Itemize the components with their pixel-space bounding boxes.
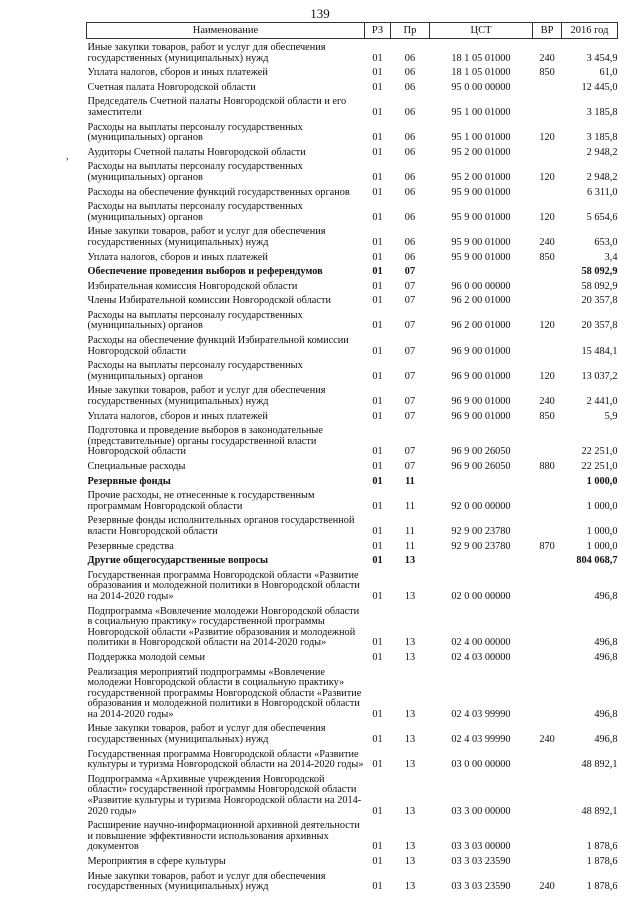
cell-pr: 13 [404, 759, 416, 771]
cell-name: Подпрограмма «Вовлечение молодежи Новгородской области в социальную практику» государственной программы Новгородской области «Развитие образования и молодежной политики в Новгородской области на 2014-2020 годы» [87, 605, 360, 649]
cell-rz: 01 [372, 370, 383, 382]
cell-rz: 01 [372, 266, 383, 278]
cell-rz: 01 [372, 211, 383, 223]
cell-vr [533, 664, 562, 721]
table-row [87, 119, 618, 144]
table-row [87, 853, 618, 868]
cell-vr [533, 512, 562, 537]
cell-sum: 20 357,8 [581, 295, 618, 307]
table-row [87, 357, 618, 382]
cell-rz: 01 [372, 295, 383, 307]
cell-vr [533, 771, 562, 817]
table-row [87, 93, 618, 118]
cell-cst: 03 3 03 00000 [451, 841, 511, 853]
table-row [87, 292, 618, 307]
cell-vr: 240 [539, 236, 555, 248]
cell-cst: 03 3 03 23590 [451, 881, 511, 893]
cell-name: Иные закупки товаров, работ и услуг для обеспечения государственных (муниципальных) нужд [87, 42, 326, 64]
cell-name: Обеспечение проведения выборов и референдумов [87, 266, 323, 278]
cell-name: Уплата налогов, сборов и иных платежей [87, 251, 268, 263]
cell-cst: 02 4 03 00000 [451, 651, 511, 663]
cell-pr: 06 [404, 132, 416, 144]
cell-vr: 240 [539, 881, 555, 893]
cell-pr: 07 [404, 345, 416, 357]
cell-name: Резервные фонды исполнительных органов государственной власти Новгородской области [87, 515, 355, 537]
cell-cst: 95 9 00 01000 [451, 251, 511, 263]
cell-rz: 01 [372, 841, 383, 853]
cell-vr [533, 853, 562, 868]
cell-cst: 95 2 00 01000 [451, 146, 511, 158]
cell-pr: 06 [404, 251, 416, 263]
table-row [87, 817, 618, 853]
table-header-row [87, 23, 618, 39]
cell-rz: 01 [372, 590, 383, 602]
cell-name: Расходы на выплаты персоналу государственных (муниципальных) органов [87, 161, 303, 183]
table-body [87, 39, 618, 893]
cell-pr: 13 [404, 805, 416, 817]
cell-name: Подготовка и проведение выборов в законодательные (представительные) органы государственной власти Новгородской области [87, 425, 323, 458]
cell-vr: 120 [539, 132, 555, 144]
cell-vr [533, 332, 562, 357]
table-row [87, 184, 618, 199]
cell-rz: 01 [372, 759, 383, 771]
cell-vr: 850 [539, 251, 555, 263]
cell-sum: 1 878,6 [586, 841, 618, 853]
cell-cst: 96 9 00 01000 [451, 396, 511, 408]
cell-rz: 01 [372, 251, 383, 263]
cell-name: Избирательная комиссия Новгородской области [87, 280, 298, 292]
cell-rz: 01 [372, 410, 383, 422]
table-row [87, 567, 618, 603]
cell-pr: 07 [404, 320, 416, 332]
cell-cst: 95 9 00 01000 [451, 186, 511, 198]
cell-name: Уплата налогов, сборов и иных платежей [87, 410, 268, 422]
cell-name: Иные закупки товаров, работ и услуг для обеспечения государственных (муниципальных) нужд [87, 226, 326, 248]
cell-name: Иные закупки товаров, работ и услуг для обеспечения государственных (муниципальных) нужд [87, 385, 326, 408]
cell-name: Иные закупки товаров, работ и услуг для обеспечения государственных (муниципальных) нужд [87, 870, 326, 893]
cell-cst: 03 3 03 23590 [451, 856, 511, 867]
table-row [87, 512, 618, 537]
cell-rz: 01 [372, 280, 383, 292]
cell-sum: 5 654,6 [586, 211, 618, 223]
cell-sum: 5,9 [604, 410, 618, 422]
cell-rz: 01 [372, 396, 383, 408]
cell-pr: 07 [404, 461, 416, 472]
cell-sum: 2 948,2 [586, 171, 618, 183]
cell-rz: 01 [372, 446, 383, 458]
cell-name: Счетная палата Новгородской области [87, 81, 256, 93]
cell-sum: 2 441,0 [586, 396, 618, 408]
cell-rz: 01 [372, 856, 383, 867]
table-row [87, 458, 618, 473]
table-row [87, 79, 618, 94]
table-row [87, 198, 618, 223]
cell-rz: 01 [372, 540, 383, 552]
table-row [87, 720, 618, 745]
cell-pr: 11 [404, 540, 415, 552]
cell-pr: 06 [404, 171, 416, 183]
table-row [87, 223, 618, 248]
header-sum: 2016 год [561, 23, 617, 39]
cell-pr: 07 [404, 396, 416, 408]
cell-pr: 13 [404, 590, 416, 602]
cell-name: Другие общегосударственные вопросы [87, 555, 269, 567]
cell-cst [429, 473, 532, 488]
cell-cst: 95 1 00 01000 [451, 106, 511, 118]
cell-pr: 06 [404, 67, 416, 79]
cell-pr: 06 [404, 146, 416, 158]
cell-name: Поддержка молодой семьи [87, 651, 206, 663]
cell-sum: 13 037,2 [581, 370, 618, 382]
cell-name: Члены Избирательной комиссии Новгородской области [87, 295, 331, 307]
cell-pr: 13 [404, 708, 416, 720]
cell-name: Прочие расходы, не отнесенные к государственным программам Новгородской области [87, 490, 315, 512]
table-row [87, 263, 618, 278]
table-row [87, 64, 618, 79]
cell-cst: 95 9 00 01000 [451, 236, 511, 248]
cell-cst: 96 9 00 01000 [451, 410, 511, 422]
cell-cst: 96 9 00 26050 [451, 446, 511, 458]
cell-cst: 96 9 00 01000 [451, 345, 511, 357]
cell-sum: 3,4 [604, 251, 618, 263]
cell-vr [533, 292, 562, 307]
cell-sum: 6 311,0 [586, 186, 618, 198]
cell-rz: 01 [372, 637, 383, 649]
cell-sum: 653,0 [594, 236, 618, 248]
cell-name: Резервные средства [87, 540, 174, 552]
cell-pr: 13 [404, 841, 416, 853]
table-row [87, 422, 618, 458]
cell-vr [533, 184, 562, 199]
cell-sum: 3 185,8 [586, 132, 618, 144]
cell-cst: 02 4 03 99990 [451, 734, 511, 746]
cell-vr [533, 79, 562, 94]
cell-vr: 880 [539, 461, 555, 472]
cell-pr: 13 [404, 651, 416, 663]
cell-sum: 12 445,0 [581, 81, 618, 93]
cell-name: Подпрограмма «Архивные учреждения Новгородской области» государственной программы Новгородской области «Развитие культуры и туризма Новгородской области на 2014-2020 годы» [87, 773, 362, 817]
cell-name: Иные закупки товаров, работ и услуг для обеспечения государственных (муниципальных) нужд [87, 723, 326, 746]
cell-vr [533, 93, 562, 118]
cell-name: Расходы на выплаты персоналу государственных (муниципальных) органов [87, 121, 303, 144]
cell-name: Расходы на выплаты персоналу государственных (муниципальных) органов [87, 309, 303, 332]
cell-cst: 96 2 00 01000 [451, 320, 511, 332]
table-row [87, 39, 618, 65]
cell-vr [533, 567, 562, 603]
cell-vr: 120 [539, 370, 555, 382]
table-row [87, 278, 618, 293]
table-row [87, 249, 618, 264]
cell-sum: 496,8 [594, 590, 618, 602]
cell-rz: 01 [372, 67, 383, 79]
cell-name: Расходы на обеспечение функций государственных органов [87, 186, 350, 198]
cell-cst: 96 2 00 01000 [451, 295, 511, 307]
table-row [87, 144, 618, 159]
cell-pr: 13 [404, 637, 416, 649]
cell-vr [533, 473, 562, 488]
table-row [87, 487, 618, 512]
cell-sum: 2 948,2 [586, 146, 618, 158]
cell-vr [533, 746, 562, 771]
cell-cst: 92 0 00 00000 [451, 500, 511, 512]
cell-name: Реализация мероприятий подпрограммы «Вовлечение молодежи Новгородской области в социальную практику» государственной программы Новгородской области «Развитие образования и молодежной политики в Новгородской области на 2014-2020 годы» [87, 666, 362, 720]
cell-rz: 01 [372, 881, 383, 893]
cell-sum: 3 454,9 [586, 52, 618, 64]
cell-rz: 01 [372, 186, 383, 198]
header-vr: ВР [533, 23, 562, 39]
cell-cst [429, 552, 532, 567]
cell-sum: 496,8 [594, 637, 618, 649]
cell-vr [533, 422, 562, 458]
cell-sum: 48 892,1 [581, 805, 618, 817]
cell-pr: 13 [404, 734, 416, 746]
cell-sum: 804 068,7 [576, 555, 618, 567]
table-row [87, 664, 618, 721]
cell-sum: 22 251,0 [581, 461, 618, 472]
cell-cst: 02 4 03 99990 [451, 708, 511, 720]
cell-pr: 11 [405, 475, 415, 487]
cell-rz: 01 [372, 132, 383, 144]
cell-pr: 07 [404, 295, 416, 307]
cell-pr: 11 [404, 500, 415, 512]
cell-pr: 13 [404, 856, 416, 867]
table-row [87, 408, 618, 423]
cell-rz: 01 [372, 708, 383, 720]
cell-pr: 07 [404, 410, 416, 422]
cell-rz: 01 [372, 500, 383, 512]
cell-sum: 496,8 [594, 651, 618, 663]
cell-cst: 18 1 05 01000 [451, 67, 511, 79]
cell-rz: 01 [372, 734, 383, 746]
page-number: 139 [310, 6, 330, 21]
cell-cst: 96 0 00 00000 [451, 280, 511, 292]
cell-rz: 01 [372, 555, 383, 567]
cell-vr [533, 649, 562, 664]
cell-pr: 13 [404, 881, 416, 893]
cell-sum: 1 000,0 [586, 475, 618, 487]
cell-pr: 11 [404, 525, 415, 537]
table-row [87, 868, 618, 893]
header-rz: РЗ [364, 23, 390, 39]
cell-rz: 01 [372, 171, 383, 183]
header-cst: ЦСТ [429, 23, 532, 39]
cell-name: Расширение научно-информационной архивной деятельности и повышение эффективности использования архивных документов [87, 820, 360, 853]
cell-name: Уплата налогов, сборов и иных платежей [87, 67, 268, 79]
cell-sum: 20 357,8 [581, 320, 618, 332]
cell-name: Аудиторы Счетной палаты Новгородской области [87, 146, 306, 158]
cell-name: Председатель Счетной палаты Новгородской области и его заместители [87, 96, 347, 118]
cell-rz: 01 [372, 81, 383, 93]
cell-name: Государственная программа Новгородской области «Развитие культуры и туризма Новгородской области на 2014-2020 годы» [87, 748, 364, 771]
cell-pr: 06 [404, 52, 416, 64]
cell-rz: 01 [372, 475, 383, 487]
cell-rz: 01 [372, 461, 383, 472]
cell-pr: 06 [404, 81, 416, 93]
cell-pr: 07 [404, 266, 416, 278]
cell-vr: 850 [539, 410, 555, 422]
table-row [87, 332, 618, 357]
cell-cst [429, 263, 532, 278]
cell-cst: 92 9 00 23780 [451, 540, 511, 552]
cell-vr [533, 278, 562, 293]
cell-rz: 01 [372, 320, 383, 332]
cell-vr: 120 [539, 171, 555, 183]
margin-mark: , [66, 151, 69, 162]
cell-vr: 240 [539, 52, 555, 64]
cell-vr [533, 552, 562, 567]
cell-vr: 240 [539, 396, 555, 408]
cell-name: Расходы на выплаты персоналу государственных (муниципальных) органов [87, 201, 303, 223]
cell-vr: 870 [539, 540, 555, 552]
cell-pr: 07 [404, 370, 416, 382]
cell-sum: 1 000,0 [586, 540, 618, 552]
cell-rz: 01 [372, 236, 383, 248]
cell-pr: 07 [404, 280, 416, 292]
cell-sum: 58 092,9 [581, 266, 618, 278]
table-row [87, 649, 618, 664]
cell-pr: 13 [404, 555, 416, 567]
table-row [87, 307, 618, 332]
cell-pr: 06 [404, 186, 416, 198]
budget-table [86, 22, 618, 893]
cell-cst: 96 9 00 01000 [451, 370, 511, 382]
cell-sum: 1 000,0 [586, 525, 618, 537]
cell-rz: 01 [372, 106, 383, 118]
table-row [87, 552, 618, 567]
cell-sum: 496,8 [594, 734, 618, 746]
cell-vr: 850 [539, 67, 555, 79]
cell-cst: 92 9 00 23780 [451, 525, 511, 537]
cell-vr [533, 263, 562, 278]
cell-name: Мероприятия в сфере культуры [87, 856, 226, 867]
table-row [87, 382, 618, 407]
cell-cst: 02 4 00 00000 [451, 637, 511, 649]
cell-name: Резервные фонды [87, 475, 171, 487]
cell-cst: 18 1 05 01000 [451, 52, 511, 64]
cell-rz: 01 [372, 52, 383, 64]
cell-name: Специальные расходы [87, 461, 186, 472]
cell-vr [533, 144, 562, 159]
cell-cst: 96 9 00 26050 [451, 461, 511, 472]
cell-rz: 01 [372, 146, 383, 158]
cell-cst: 02 0 00 00000 [451, 590, 511, 602]
cell-pr: 06 [404, 236, 416, 248]
table-row [87, 771, 618, 817]
cell-rz: 01 [372, 805, 383, 817]
cell-vr: 120 [539, 320, 555, 332]
cell-sum: 58 092,9 [581, 280, 618, 292]
table-row [87, 538, 618, 553]
cell-pr: 06 [404, 211, 416, 223]
cell-name: Расходы на обеспечение функций Избирательной комиссии Новгородской области [87, 335, 349, 357]
cell-sum: 496,8 [594, 708, 618, 720]
cell-vr: 240 [539, 734, 555, 746]
cell-vr [533, 817, 562, 853]
cell-sum: 3 185,8 [586, 106, 618, 118]
cell-sum: 1 000,0 [586, 500, 618, 512]
header-name: Наименование [87, 23, 365, 39]
cell-sum: 15 484,1 [581, 345, 618, 357]
table-row [87, 158, 618, 183]
table-row [87, 603, 618, 649]
cell-pr: 06 [404, 106, 416, 118]
header-pr: Пр [391, 23, 430, 39]
cell-cst: 95 1 00 01000 [451, 132, 511, 144]
cell-sum: 48 892,1 [581, 759, 618, 771]
cell-vr: 120 [539, 211, 555, 223]
cell-name: Расходы на выплаты персоналу государственных (муниципальных) органов [87, 360, 303, 382]
cell-cst: 95 9 00 01000 [451, 211, 511, 223]
cell-cst: 95 2 00 01000 [451, 171, 511, 183]
cell-name: Государственная программа Новгородской области «Развитие образования и молодежной политики в Новгородской области на 2014-2020 годы» [87, 569, 360, 602]
cell-cst: 03 0 00 00000 [451, 759, 511, 771]
table-row [87, 473, 618, 488]
cell-sum: 1 878,6 [586, 881, 618, 893]
cell-vr [533, 487, 562, 512]
cell-vr [533, 603, 562, 649]
cell-pr: 07 [404, 446, 416, 458]
cell-rz: 01 [372, 345, 383, 357]
cell-cst: 03 3 00 00000 [451, 805, 511, 817]
table-row [87, 746, 618, 771]
cell-rz: 01 [372, 651, 383, 663]
cell-rz: 01 [372, 525, 383, 537]
cell-sum: 1 878,6 [586, 856, 618, 867]
cell-sum: 22 251,0 [581, 446, 618, 458]
cell-cst: 95 0 00 00000 [451, 81, 511, 93]
cell-sum: 61,0 [599, 67, 618, 79]
